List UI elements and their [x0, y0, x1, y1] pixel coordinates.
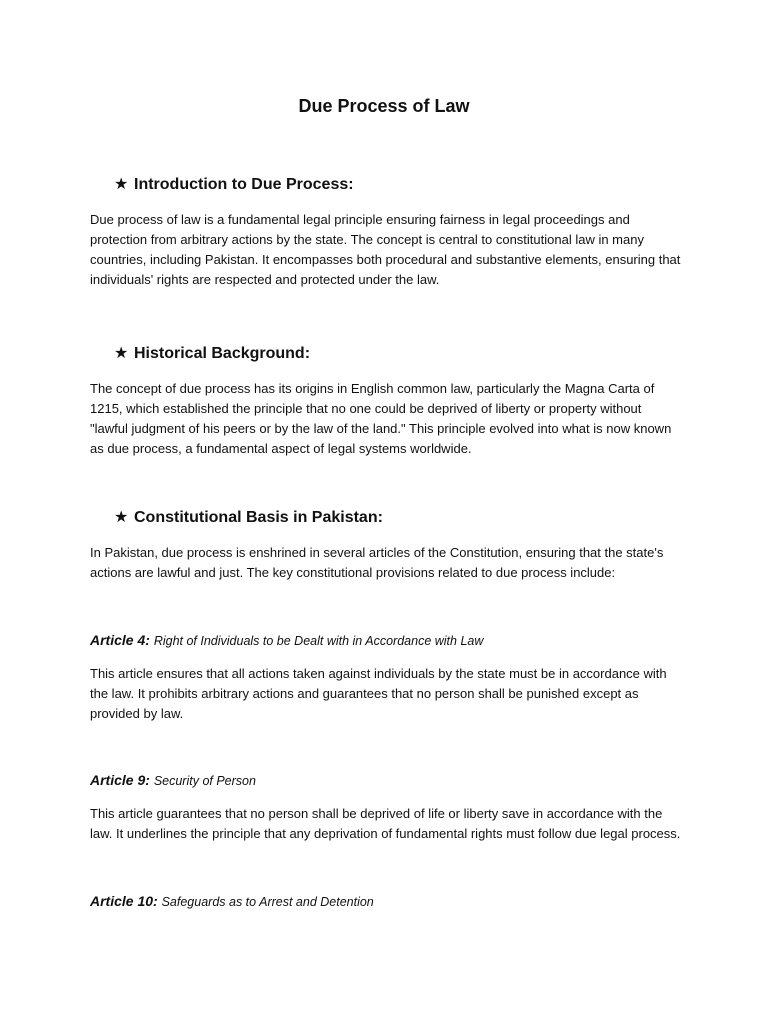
star-icon: ★ — [114, 345, 129, 362]
article-subtitle: Right of Individuals to be Dealt with in Accordance with Law — [153, 634, 484, 648]
article-paragraph-9: This article guarantees that no person shall be deprived of life or liberty save in accordance with the law. It underlines the principle that any deprivation of fundamental rights must follow due legal process. — [90, 806, 681, 841]
article-label: Article 10: — [90, 893, 158, 909]
article-heading-10 — [90, 891, 374, 912]
section-heading-historical-background — [114, 343, 310, 365]
section-paragraph-constitutional-basis: In Pakistan, due process is enshrined in several articles of the Constitution, ensuring that the state's actions are lawful and just. The key constitutional provisions related to due process include: — [90, 545, 664, 580]
section-heading-introduction — [114, 174, 354, 196]
section-heading-text: Historical Background: — [134, 345, 311, 362]
article-label: Article 9: — [90, 772, 150, 788]
star-icon: ★ — [114, 176, 129, 193]
article-label: Article 4: — [90, 632, 150, 648]
article-heading-9 — [90, 770, 256, 791]
article-subtitle: Safeguards as to Arrest and Detention — [161, 895, 374, 909]
section-heading-text: Constitutional Basis in Pakistan: — [134, 509, 383, 526]
section-heading-text: Introduction to Due Process: — [134, 176, 354, 193]
article-heading-4 — [90, 630, 483, 651]
article-paragraph-4: This article ensures that all actions taken against individuals by the state must be in accordance with the law. It prohibits arbitrary actions and guarantees that no person shall be punished except as provided by law. — [90, 666, 667, 721]
section-paragraph-historical-background: The concept of due process has its origins in English common law, particularly the Magna Carta of 1215, which established the principle that no one could be deprived of liberty or property without "lawful judgment of his peers or by the law of the land." This principle evolved into what is now known as due process, a fundamental aspect of legal systems worldwide. — [90, 381, 672, 456]
section-heading-constitutional-basis — [114, 507, 383, 529]
section-paragraph-introduction: Due process of law is a fundamental legal principle ensuring fairness in legal proceedings and protection from arbitrary actions by the state. The concept is central to constitutional law in many countries, including Pakistan. It encompasses both procedural and substantive elements, ensuring that individuals' rights are respected and protected under the law. — [90, 212, 681, 287]
star-icon: ★ — [114, 509, 129, 526]
page-title: Due Process of Law — [298, 96, 470, 116]
article-subtitle: Security of Person — [153, 774, 256, 788]
